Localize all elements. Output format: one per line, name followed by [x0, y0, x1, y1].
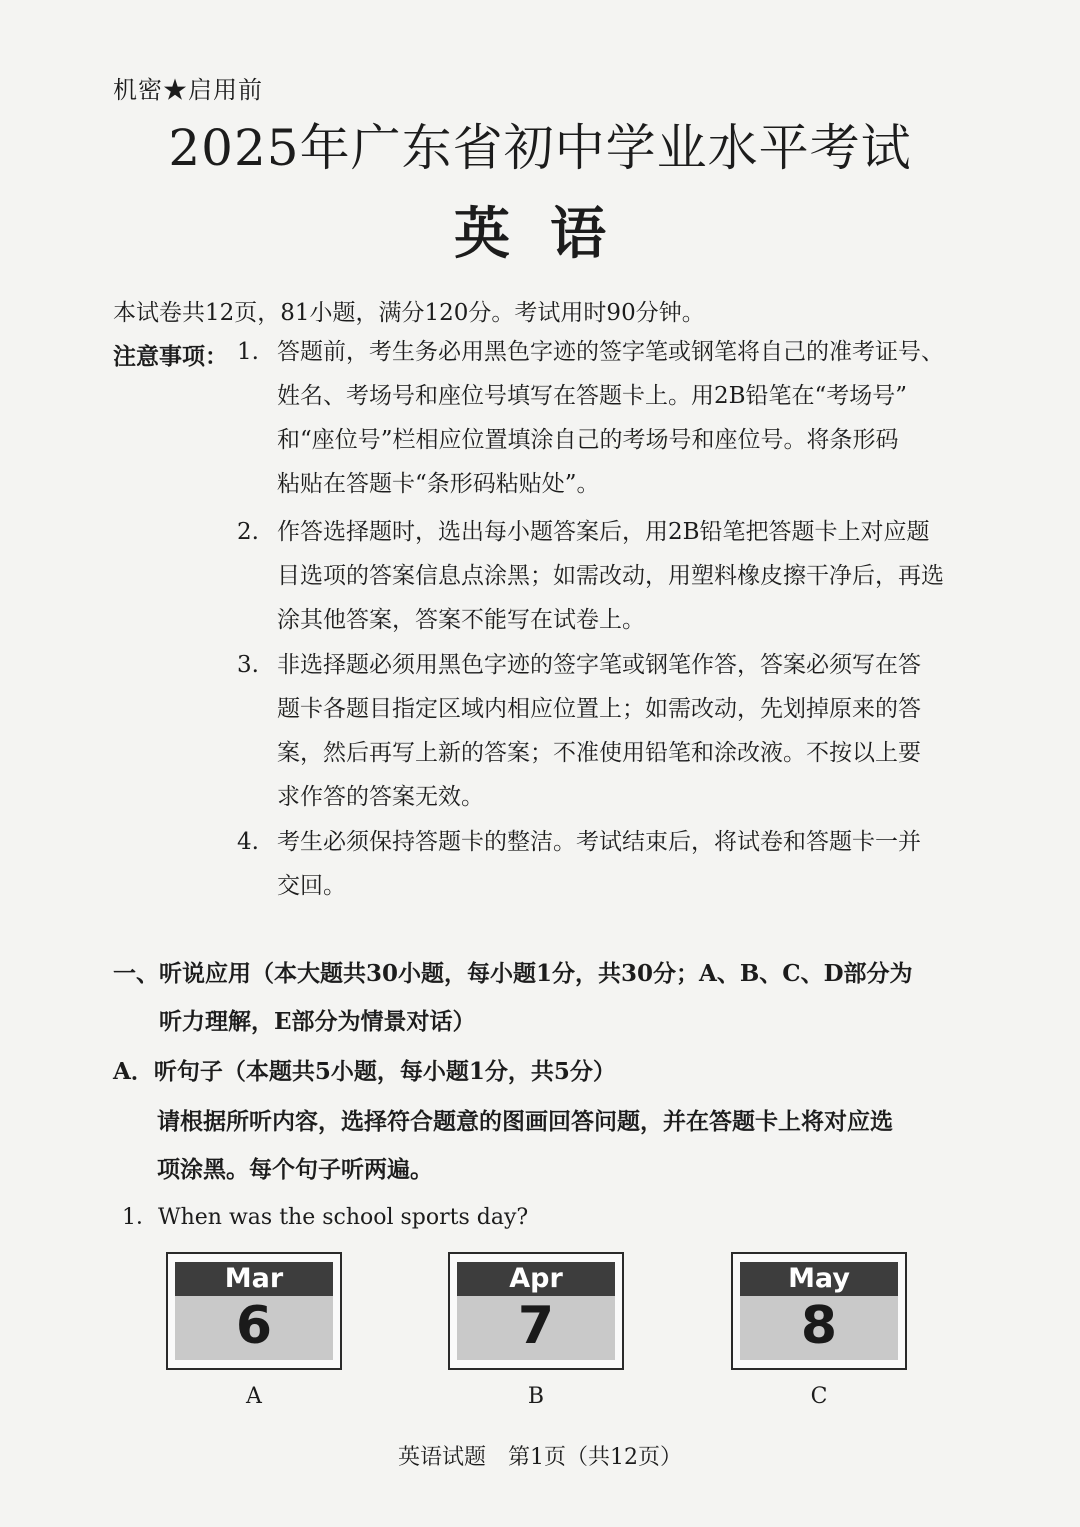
note-line: 题卡各题目指定区域内相应位置上；如需改动，先划掉原来的答: [277, 696, 921, 722]
calendar-month: Apr: [457, 1262, 615, 1296]
note-line: 案，然后再写上新的答案；不准使用铅笔和涂改液。不按以上要: [277, 740, 921, 766]
note-line: 求作答的答案无效。: [277, 784, 484, 810]
note-line: 粘贴在答题卡“条形码粘贴处”。: [277, 471, 600, 497]
exam-intro: 本试卷共12页，81小题，满分120分。考试用时90分钟。: [113, 300, 705, 326]
section-line: 听力理解，E部分为情景对话）: [113, 1008, 476, 1035]
note-line: 交回。: [277, 873, 346, 899]
calendar-day: 7: [517, 1296, 555, 1356]
calendar-option-c: [731, 1252, 907, 1370]
note-line: 答题前，考生务必用黑色字迹的签字笔或钢笔将自己的准考证号、: [277, 339, 944, 365]
calendar-month: May: [740, 1262, 898, 1296]
note-line: 和“座位号”栏相应位置填涂自己的考场号和座位号。将条形码: [277, 427, 899, 453]
option-letter-b: B: [527, 1384, 545, 1409]
section-line: 一、听说应用（本大题共30小题，每小题1分，共30分；A、B、C、D部分为: [113, 960, 913, 987]
note-number: 1.: [237, 339, 259, 365]
instruction-line: 项涂黑。每个句子听两遍。: [157, 1156, 433, 1183]
note-item: [237, 330, 1007, 506]
part-a-instruction: [157, 1098, 1007, 1194]
calendar-month: Mar: [175, 1262, 333, 1296]
confidential-mark: 机密★启用前: [113, 76, 263, 104]
exam-title: 2025年广东省初中学业水平考试: [168, 119, 912, 177]
subject-title: 英语: [454, 201, 646, 267]
note-item: [237, 820, 1007, 908]
notes-label: 注意事项：: [113, 343, 228, 370]
note-line: 目选项的答案信息点涂黑；如需改动，用塑料橡皮擦干净后，再选: [277, 563, 944, 589]
page-footer: 英语试题 第1页（共12页）: [398, 1445, 682, 1470]
note-item: [237, 510, 1007, 642]
note-line: 涂其他答案，答案不能写在试卷上。: [277, 607, 645, 633]
part-a-heading: A．听句子（本题共5小题，每小题1分，共5分）: [113, 1058, 616, 1085]
calendar-option-b: [448, 1252, 624, 1370]
note-item: [237, 643, 1007, 819]
calendar-day: 8: [800, 1296, 838, 1356]
section-heading: [113, 950, 1013, 1046]
note-number: 2.: [237, 519, 259, 545]
note-number: 4.: [237, 829, 259, 855]
note-number: 3.: [237, 652, 259, 678]
calendar-option-a: [166, 1252, 342, 1370]
option-letter-c: C: [810, 1384, 828, 1409]
calendar-day: 6: [235, 1296, 273, 1356]
note-line: 考生必须保持答题卡的整洁。考试结束后，将试卷和答题卡一并: [277, 829, 921, 855]
note-line: 作答选择题时，选出每小题答案后，用2B铅笔把答题卡上对应题: [277, 519, 930, 545]
note-line: 非选择题必须用黑色字迹的签字笔或钢笔作答，答案必须写在答: [277, 652, 921, 678]
option-letter-a: A: [246, 1384, 262, 1409]
instruction-line: 请根据所听内容，选择符合题意的图画回答问题，并在答题卡上将对应选: [157, 1108, 893, 1135]
note-line: 姓名、考场号和座位号填写在答题卡上。用2B铅笔在“考场号”: [277, 383, 908, 409]
question-1: 1．When was the school sports day?: [122, 1205, 529, 1230]
